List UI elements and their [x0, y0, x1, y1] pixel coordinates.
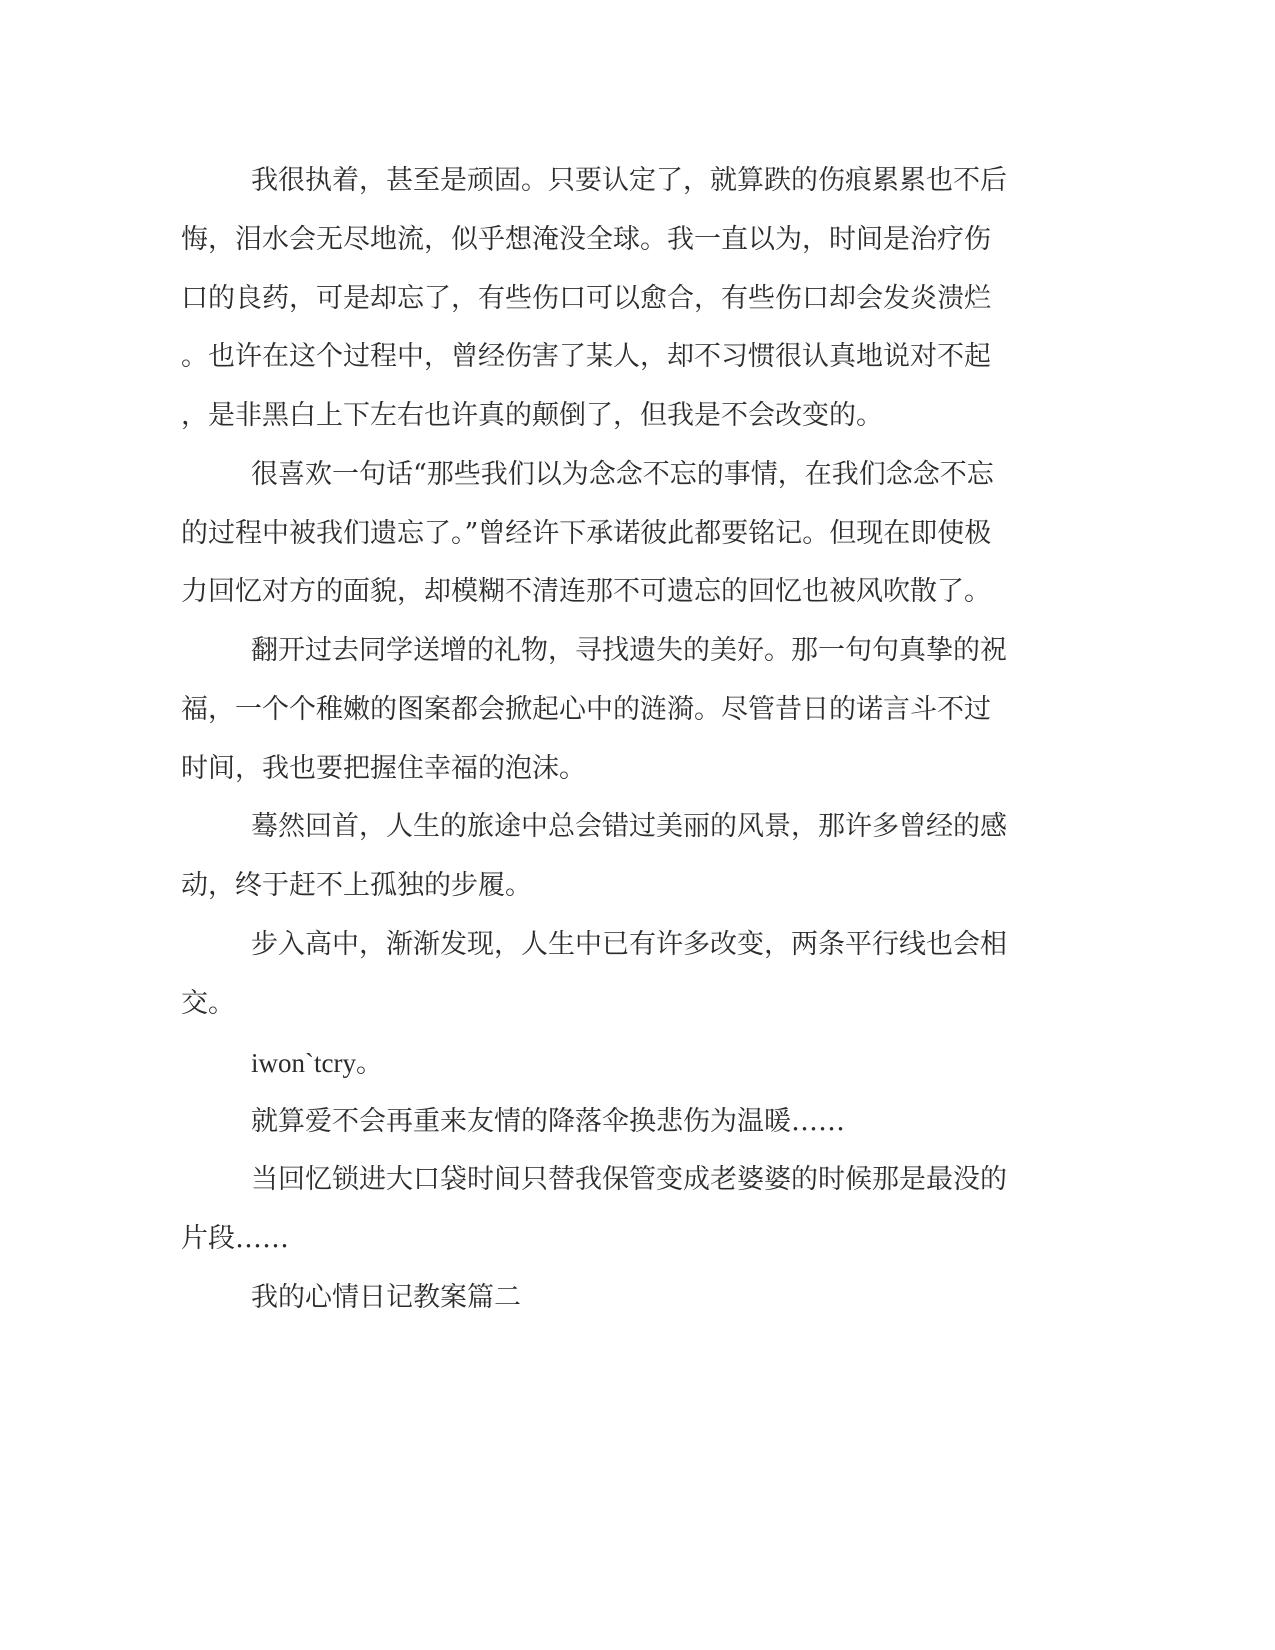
section-heading: 我的心情日记教案篇二 [251, 1282, 521, 1313]
paragraph-8-line-1: 当回忆锁进大口袋时间只替我保管变成老婆婆的时候那是最没的 [251, 1164, 1007, 1195]
paragraph-1-line-1: 我很执着，甚至是顽固。只要认定了，就算跌的伤痕累累也不后 [251, 165, 1007, 196]
paragraph-2-line-2: 的过程中被我们遗忘了。”曾经许下承诺彼此都要铭记。但现在即使极 [181, 518, 992, 549]
paragraph-2-line-3: 力回忆对方的面貌，却模糊不清连那不可遗忘的回忆也被风吹散了。 [181, 576, 991, 607]
paragraph-7-line-1: 就算爱不会再重来友情的降落伞换悲伤为温暖…… [251, 1106, 845, 1137]
paragraph-8-line-2: 片段…… [181, 1223, 289, 1254]
paragraph-1-line-4: 。也许在这个过程中，曾经伤害了某人，却不习惯很认真地说对不起 [181, 341, 991, 372]
paragraph-2-line-1: 很喜欢一句话“那些我们以为念念不忘的事情，在我们念念不忘 [251, 459, 994, 490]
paragraph-1-line-3: 口的良药，可是却忘了，有些伤口可以愈合，有些伤口却会发炎溃烂 [181, 283, 991, 314]
paragraph-1-line-2: 悔，泪水会无尽地流，似乎想淹没全球。我一直以为，时间是治疗伤 [181, 224, 991, 255]
paragraph-3-line-1: 翻开过去同学送增的礼物，寻找遗失的美好。那一句句真挚的祝 [251, 635, 1007, 666]
paragraph-1-line-5: ，是非黑白上下左右也许真的颠倒了，但我是不会改变的。 [181, 400, 883, 431]
paragraph-6-line-1: iwon`tcry。 [251, 1048, 383, 1078]
paragraph-4-line-2: 动，终于赶不上孤独的步履。 [181, 870, 532, 901]
paragraph-5-line-1: 步入高中，渐渐发现，人生中已有许多改变，两条平行线也会相 [251, 929, 1007, 960]
paragraph-4-line-1: 蓦然回首，人生的旅途中总会错过美丽的风景，那许多曾经的感 [251, 811, 1007, 842]
paragraph-5-line-2: 交。 [181, 988, 235, 1019]
paragraph-3-line-3: 时间，我也要把握住幸福的泡沫。 [181, 753, 586, 784]
paragraph-3-line-2: 福，一个个稚嫩的图案都会掀起心中的涟漪。尽管昔日的诺言斗不过 [181, 694, 991, 725]
